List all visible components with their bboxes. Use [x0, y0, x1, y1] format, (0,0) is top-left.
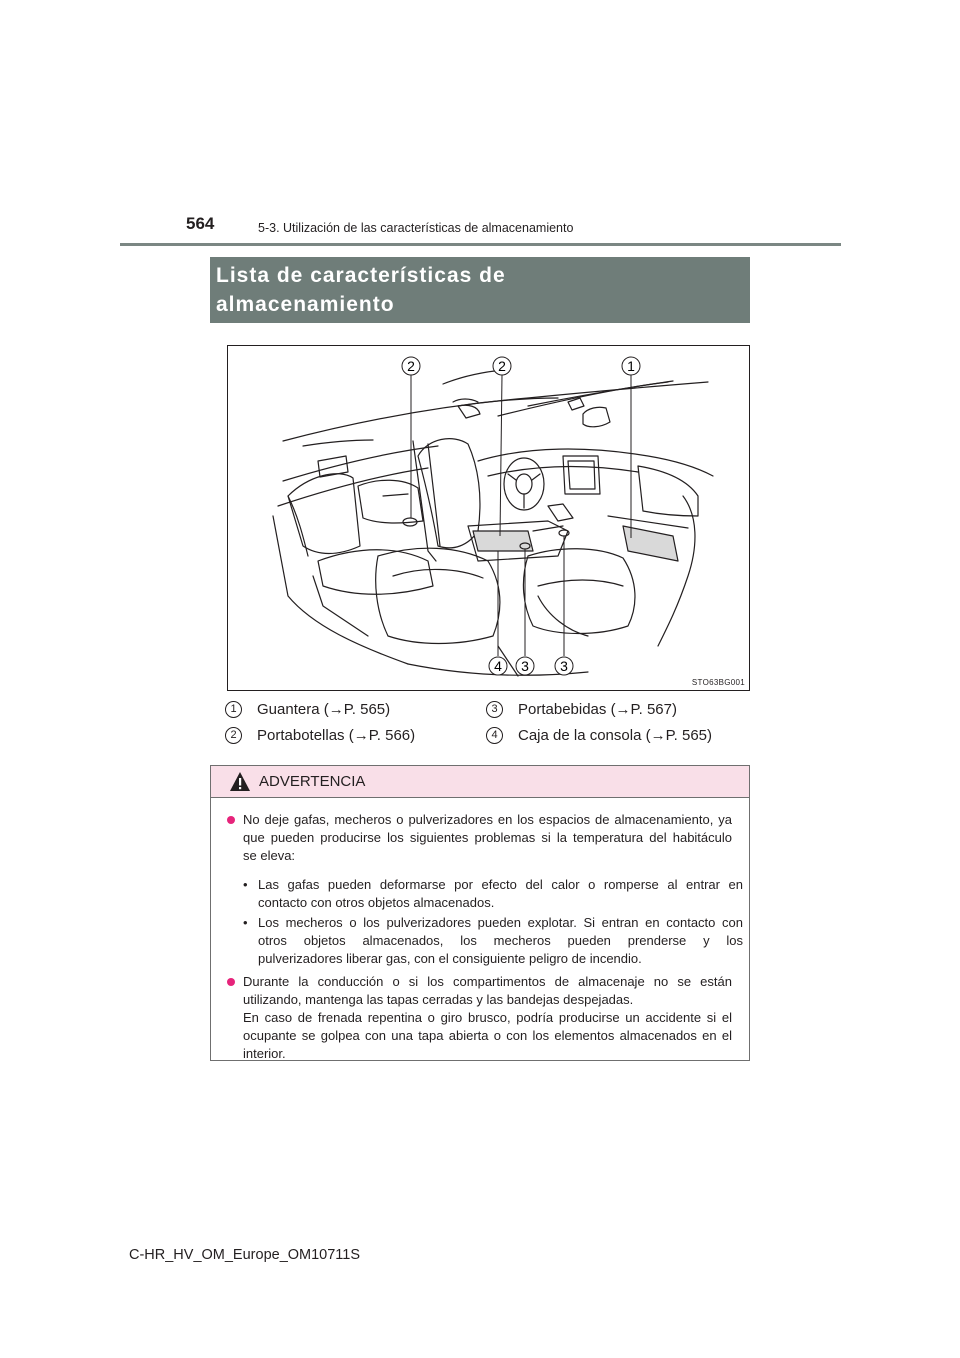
callouts-bottom [489, 657, 573, 675]
text-line: Durante la conducción o si los compartimentos de almacenaje no se están [243, 974, 732, 989]
text-line: interior. [243, 1046, 286, 1061]
callout-top-1: 2 [407, 358, 415, 374]
callout-bottom-3: 3 [560, 658, 568, 674]
legend-text: Portabotellas (→P. 566) [257, 727, 416, 744]
warning-sub-1 [243, 876, 743, 912]
page-number: 564 [186, 214, 215, 233]
car-interior-drawing [228, 346, 750, 691]
page-title-line-1: Lista de características de [216, 264, 506, 287]
interior-illustration [227, 345, 750, 691]
sub-marker: • [243, 877, 248, 892]
page-title [216, 261, 750, 319]
text-line: utilizando, mantenga las tapas cerradas y las bandejas despejadas. [243, 992, 634, 1007]
legend-text: Portabebidas (→P. 567) [518, 701, 677, 718]
legend-number: 2 [225, 727, 242, 744]
warning-header [211, 766, 749, 798]
text-line: Las gafas pueden deformarse por efecto del calor o romperse al entrar en [258, 877, 743, 892]
figure-id: STO63BG001 [691, 678, 745, 687]
legend-text: Caja de la consola (→P. 565) [518, 727, 713, 744]
footer-code: C-HR_HV_OM_Europe_OM10711S [129, 1247, 361, 1263]
warning-bullet-2 [227, 973, 732, 1063]
text-line: que pueden producirse los siguientes problemas si la temperatura del habitáculo [243, 830, 732, 845]
text-line: No deje gafas, mecheros o pulverizadores en los espacios de almacenamiento, ya [243, 812, 732, 827]
sub-marker: • [243, 915, 248, 930]
page-title-band [210, 257, 750, 323]
bullet-dot [227, 816, 235, 824]
warning-bullet-1 [227, 811, 732, 865]
legend-number: 4 [486, 727, 503, 744]
warning-icon [229, 771, 251, 792]
warning-box [210, 765, 750, 1061]
page-title-line-2: almacenamiento [216, 293, 395, 316]
bullet-dot [227, 978, 235, 986]
callout-top-2: 2 [498, 358, 506, 374]
text-line: contacto con otros objetos almacenados. [258, 895, 495, 910]
callouts-top [402, 357, 640, 375]
header-rule [120, 243, 841, 246]
text-line: En caso de frenada repentina o giro brusco, podría producirse un accidente si el [243, 1010, 732, 1025]
text-line: ocupante se golpea con una tapa abierta o con los elementos almacenados en el [243, 1028, 732, 1043]
callout-top-3: 1 [627, 358, 635, 374]
text-line: pulverizadores liberar gas, con el consiguiente peligro de incendio. [258, 951, 642, 966]
text-line: Los mecheros o los pulverizadores pueden explotar. Si entran en contacto con [258, 915, 743, 930]
legend-number: 3 [486, 701, 503, 718]
legend-text: Guantera (→P. 565) [257, 701, 391, 718]
callout-bottom-1: 4 [494, 658, 502, 674]
warning-sub-2 [243, 914, 743, 968]
text-line: se eleva: [243, 848, 296, 863]
callout-bottom-2: 3 [521, 658, 529, 674]
legend-number: 1 [225, 701, 242, 718]
section-title: 5-3. Utilización de las características de almacenamiento [258, 221, 574, 235]
warning-label: ADVERTENCIA [259, 773, 366, 790]
text-line: otros objetos almacenados, los mecheros pueden prenderse y los [258, 933, 743, 948]
